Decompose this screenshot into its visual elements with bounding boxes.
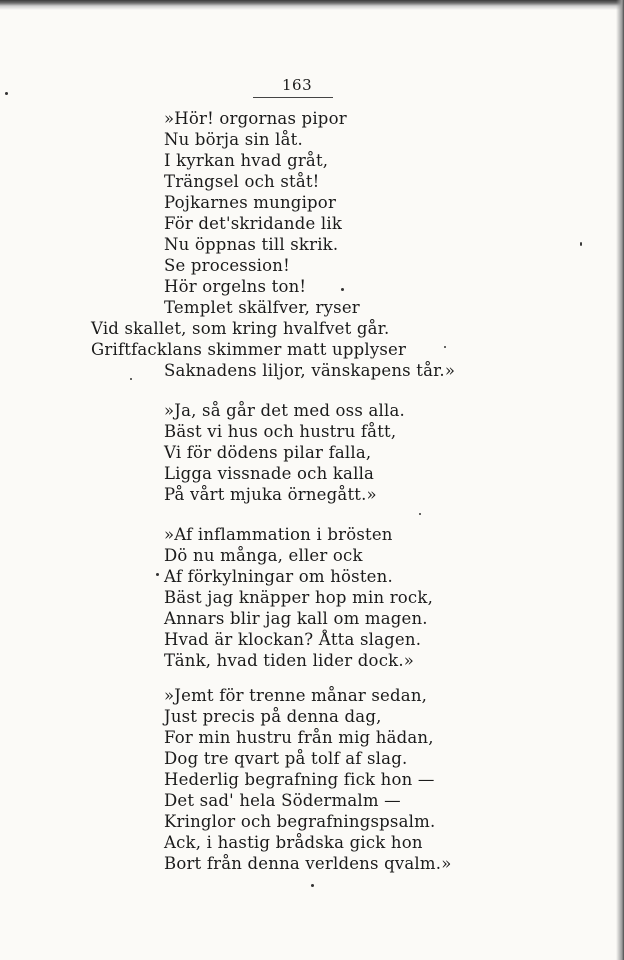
scan-speck [419,513,421,515]
poem-line: Vid skallet, som kring hvalfvet går. [91,319,390,338]
page-number-rule [253,97,333,98]
poem-line: Dog tre qvart på tolf af slag. [164,749,408,768]
poem-line: Hvad är klockan? Åtta slagen. [164,630,422,649]
poem-line: Tänk, hvad tiden lider dock.» [164,651,415,670]
poem-line: Templet skälfver, ryser [164,298,360,317]
poem-line: För det'skridande lik [164,214,343,233]
scan-speck [341,288,344,291]
poem-line: På vårt mjuka örnegått.» [164,485,377,504]
poem-line: Nu öppnas till skrik. [164,235,339,254]
poem-line: Nu börja sin låt. [164,130,303,149]
poem-line: Se procession! [164,256,290,275]
poem-line: Bäst jag knäpper hop min rock, [164,588,434,607]
poem-line: Hederlig begrafning fick hon — [164,770,435,789]
poem-line: Ack, i hastig brådska gick hon [164,833,423,852]
scan-speck [130,378,132,380]
poem-line: »Hör! orgornas pipor [164,109,347,128]
poem-line: Pojkarnes mungipor [164,193,337,212]
poem-line: Bort från denna verldens qvalm.» [164,854,452,873]
poem-line: Annars blir jag kall om magen. [164,609,428,628]
poem-line: Kringlor och begrafningspsalm. [164,812,436,831]
poem-line: I kyrkan hvad gråt, [164,151,329,170]
poem-line: Dö nu många, eller ock [164,546,363,565]
scan-speck [311,884,314,887]
poem-line: Bäst vi hus och hustru fått, [164,422,397,441]
scan-speck [580,242,582,246]
poem-line: Ligga vissnade och kalla [164,464,375,483]
poem-line: For min hustru från mig hädan, [164,728,434,747]
poem-line: »Af inflammation i brösten [164,525,393,544]
poem-line: Griftfacklans skimmer matt upplyser [91,340,407,359]
poem-line: Af förkylningar om hösten. [164,567,393,586]
poem-line: Hör orgelns ton! [164,277,307,296]
poem-line: Vi för dödens pilar falla, [164,443,372,462]
scan-speck [5,92,8,95]
page-right-edge-shadow [616,0,624,960]
page-top-edge-shadow [0,0,624,10]
poem-line: »Ja, så går det med oss alla. [164,401,405,420]
scan-speck [444,346,446,348]
poem-line: Just precis på denna dag, [164,707,382,726]
poem-line: »Jemt för trenne månar sedan, [164,686,428,705]
poem-line: Saknadens liljor, vänskapens tår.» [164,361,456,380]
page-number: 163 [282,76,313,94]
poem-line: Trängsel och ståt! [164,172,320,191]
scan-speck [156,573,159,576]
poem-line: Det sad' hela Södermalm — [164,791,401,810]
